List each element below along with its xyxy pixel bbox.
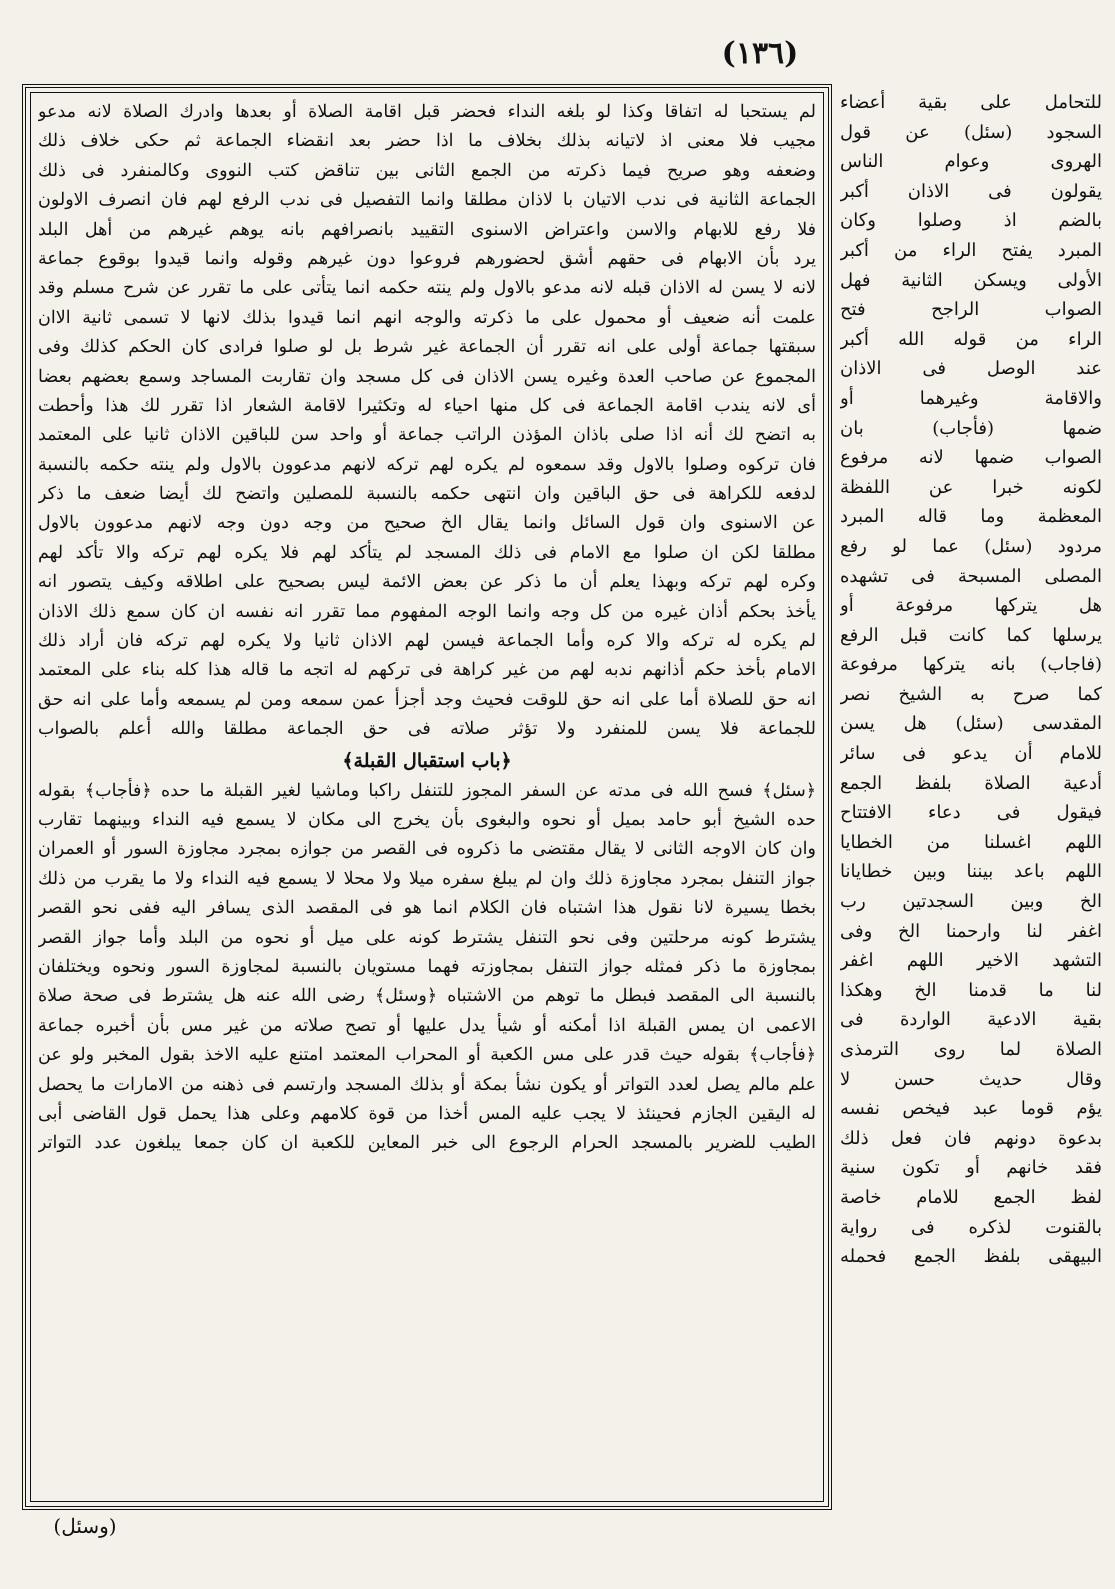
text-line: انه حق للصلاة أما على انه حق للوقت فحيث وجد أجزأ عمن سمعه ومن لم يسمعه وأما على انه حق: [38, 689, 816, 710]
text-line: فان تركوه وصلوا بالاول وقد سمعوه لم يكره لهم تركه لانهم مدعوون بالاول ولم ينته حكمه بالنسبة: [38, 454, 816, 475]
margin-line: بالضم اذ وصلوا وكان: [840, 210, 1102, 232]
text-line: الاعمى ان يمس القبلة اذا أمكنه أو شيأ يدل عليها أو تصح صلاته من غير مس بأن أخبره جماعة: [38, 1015, 816, 1036]
margin-line: والاقامة وغيرهما أو: [840, 387, 1102, 409]
margin-line: يرسلها كما كانت قبل الرفع: [840, 624, 1102, 646]
margin-line: المبرد يفتح الراء من أكبر: [840, 239, 1102, 261]
margin-line: بدعوة دونهم فان فعل ذلك: [840, 1127, 1102, 1149]
text-line: يشترط كونه مرحلتين وفى نحو التنفل يشترط كونه على ميل أو نحوه من البلد وأما جواز القصر: [38, 927, 816, 948]
margin-line: لفظ الجمع للامام خاصة: [840, 1186, 1102, 1208]
margin-line: لكونه خبرا عن اللفظة: [840, 476, 1102, 498]
margin-line: يقولون فى الاذان أكبر: [840, 180, 1102, 202]
section-title: ﴿باب استقبال القبلة﴾: [342, 749, 512, 772]
margin-line: الصواب الراجح فتح: [840, 299, 1102, 321]
text-line: أى لانه يندب اقامة الجماعة فى كل منها احياء له وتكثيرا لاقامة الشعار اذا تقرر لك هذا وأحطت: [38, 395, 816, 416]
text-line: له اليقين الجازم فحينئذ لا يجب عليه المس أخذا من قوة كلامهم وعلى هذا يحمل قول القاضى أبى: [38, 1103, 816, 1124]
text-line: لدفعه للكراهة فى حق الباقين وان انتهى حكمه بالنسبة للمصلين واتضح لك أيضا ضعف ما ذكر: [38, 484, 816, 505]
margin-line: للتحامل على بقية أعضاء: [840, 92, 1102, 113]
text-line: جواز التنفل بمجرد مجاوزة ذلك وان لم يبلغ سفره ميلا ولا محلا لا يسمع فيه النداء ولا ما يقرب من ذلك: [38, 868, 816, 889]
text-line: علم مالم يصل لعدد التواتر أو يكون نشأ بمكة أو بذلك المسجد وارتسم فى ذهنه من الامارات ما يحصل: [38, 1074, 816, 1095]
margin-line: ضمها (فأجاب) بان: [840, 417, 1102, 439]
margin-line: اغفر لنا وارحمنا الخ وفى: [840, 920, 1102, 942]
margin-line: الأولى ويسكن الثانية فهل: [840, 269, 1102, 291]
text-line: لم يكره له تركه والا كره وأما الجماعة فيسن لهم الاذان ثانيا ولا يكره لهم تركه فان أراد ذلك: [38, 631, 816, 652]
text-line: ﴿فأجاب﴾ بقوله حيث قدر على مس الكعبة أو المحراب المعتمد امتنع عليه الاخذ بقول المخبر ولو عن: [38, 1045, 816, 1066]
margin-line: الراء من قوله الله أكبر: [840, 328, 1102, 350]
margin-line: المعظمة وما قاله المبرد: [840, 506, 1102, 528]
margin-line: فقد خانهم أو تكون سنية: [840, 1157, 1102, 1179]
margin-line: المصلى المسبحة فى تشهده: [840, 565, 1102, 587]
margin-commentary-column: [840, 88, 1102, 1568]
page-number: (١٣٦): [721, 36, 799, 71]
margin-line: عند الوصل فى الاذان: [840, 358, 1102, 380]
text-line: بمجاوزة ما ذكر فمثله جواز التنفل بمجاوزته فهما مستويان بالنسبة لمجاوزة السور ونحوه ويختلفان: [38, 956, 816, 977]
text-line: الامام بأخذ حكم أذانهم ندبه لهم من غير كراهة فى تركهم له اتجه ما قاله هذا كله بناء على المعتمد: [38, 660, 816, 681]
text-line: وكره لهم تركه وبهذا يعلم أن ما ذكر عن بعض الائمة ليس بصحيح على اطلاقه وكيف يتصور انه: [38, 572, 816, 593]
text-line: عن الاسنوى وان قول السائل وانما يقال الخ صحيح من وجه دون وجه لانهم مدعوون بالاول: [38, 513, 816, 534]
text-line: مجيب فلا معنى اذ لاتيانه بذلك بخلاف ما اذا حضر بعد انقضاء الجماعة ثم حكى خلاف ذلك: [38, 131, 816, 152]
catchword: (وسئل): [53, 1514, 117, 1538]
margin-line: المقدسى (سئل) هل يسن: [840, 713, 1102, 735]
text-line: سبقتها جماعة أولى على انه تقرر أن الجماعة غير شرط بل لو صلوا فرادى كان الحكم كذلك وفى: [38, 337, 816, 358]
margin-line: يؤم قوما عبد فيخص نفسه: [840, 1098, 1102, 1120]
text-line: لانه لا يسن له الاذان قبله لانه مدعو بالاول ولم ينته حكمه انما يتأتى على ما تقرر عن شرح مسلم وقد: [38, 278, 816, 299]
main-text-frame: [22, 84, 832, 1510]
margin-line: للامام أن يدعو فى سائر: [840, 743, 1102, 765]
margin-line: بقية الادعية الواردة فى: [840, 1009, 1102, 1031]
text-line: مطلقا لكن ان صلوا مع الامام فى ذلك المسجد لم يتأكد لهم فلا يكره لهم تركه والا تأكد لهم: [38, 542, 816, 563]
text-line: يأخذ بحكم أذان غيره من كل وجه وانما الوجه المفهوم مما تقرر انه نفسه ان كان سمع ذلك الاذان: [38, 601, 816, 622]
main-text-before-title: [38, 98, 816, 745]
text-line: للجماعة فلا يسن للمنفرد ولا تؤثر صلاته فى حق الجماعة مطلقا والله أعلم بالصواب: [38, 719, 816, 740]
text-line: لم يستحبا له اتفاقا وكذا لو بلغه النداء فحضر قبل اقامة الصلاة أو بعدها وادرك الصلاة لانه مدعو: [38, 102, 816, 122]
text-line: ﴿سئل﴾ فسح الله فى مدته عن السفر المجوز للتنفل راكبا وماشيا لغير القبلة ما حده ﴿فأجاب﴾ بقوله: [38, 780, 816, 801]
margin-line: الخ وبين السجدتين رب: [840, 891, 1102, 913]
main-text-after-title: [38, 777, 816, 1159]
margin-line: مردود (سئل) عما لو رفع: [840, 535, 1102, 557]
text-line: الطيب للضرير بالمسجد الحرام الرجوع الى خبر المعاين للكعبة ان كان جمعا يبلغون عدد التواتر: [38, 1133, 816, 1154]
margin-line: التشهد الاخير اللهم اغفر: [840, 950, 1102, 972]
margin-commentary-lines: [840, 88, 1102, 1272]
margin-line: (فاجاب) بانه يتركها مرفوعة: [840, 654, 1102, 676]
margin-line: الصواب ضمها لانه مرفوع: [840, 447, 1102, 469]
margin-line: اللهم اغسلنا من الخطايا: [840, 831, 1102, 853]
text-line: الجماعة الثانية فى ندب الاتيان با لاذان مطلقا وانما التفصيل فى ندب الرفع لهم فان انصرف الاولون: [38, 190, 816, 211]
margin-line: الصلاة لما روى الترمذى: [840, 1039, 1102, 1060]
margin-line: هل يتركها مرفوعة أو: [840, 595, 1102, 617]
margin-line: لنا ما قدمنا الخ وهكذا: [840, 979, 1102, 1001]
margin-line: البيهقى بلفظ الجمع فحمله: [840, 1246, 1102, 1268]
margin-line: فيقول فى دعاء الافتتاح: [840, 802, 1102, 824]
text-line: به اتضح لك أنه اذا صلى باذان المؤذن الراتب جماعة أو واحد سن للباقين الاذان ثانيا على المعتمد: [38, 425, 816, 446]
margin-line: وقال حديث حسن لا: [840, 1068, 1102, 1090]
text-line: المجموع عن صاحب العدة وغيره يسن الاذان فى كل مسجد وان تقاربت المساجد وسمع بعضهم بعضا: [38, 366, 816, 387]
margin-line: السجود (سئل) عن قول: [840, 121, 1102, 143]
text-line: بالنسبة الى المقصد فبطل ما توهم من الاشتباه ﴿وسئل﴾ رضى الله عنه هل يشترط فى صحة صلاة: [38, 986, 816, 1007]
text-line: علمت أنه ضعيف أو محمول على ما ذكرته والوجه انهم انما قيدوا بذلك لانها لا تسمى ثانية الاان: [38, 307, 816, 328]
margin-line: كما صرح به الشيخ نصر: [840, 683, 1102, 705]
text-line: يرد بأن الابهام فى حقهم أشق لحضورهم فروعوا دون غيرهم وقوله وانما قيدوا بوقوع جماعة: [38, 248, 816, 269]
margin-line: اللهم باعد بيننا وبين خطايانا: [840, 861, 1102, 883]
text-line: بخطا يسيرة لانا نقول هذا اشتباه فان الكلام انما هو فى المقصد الذى يسافر اليه ففى نحو القصر: [38, 898, 816, 919]
margin-line: الهروى وعوام الناس: [840, 151, 1102, 173]
text-line: وان كان الاوجه الثانى لا يقال مقتضى ما ذكروه فى القصر من جوازه بمجرد مجاوزة السور أو العمران: [38, 839, 816, 860]
text-line: حده الشيخ أبو حامد بميل أو نحوه والبغوى بأن يخرج الى مكان لا يسمع فيه النداء وبينهما تقارب: [38, 809, 816, 830]
text-line: فلا رفع للابهام والاسن واعتراض الاسنوى التقييد بانصرافهم بانه يوهم غيرهم من أهل البلد: [38, 219, 816, 240]
margin-line: بالقنوت لذكره فى رواية: [840, 1216, 1102, 1238]
margin-line: أدعية الصلاة بلفظ الجمع: [840, 772, 1102, 794]
text-line: وضعفه وهو صريح فيما ذكرته من الجمع الثانى بين تناقض كتب النووى وكالمنفرد فى ذلك: [38, 160, 816, 181]
